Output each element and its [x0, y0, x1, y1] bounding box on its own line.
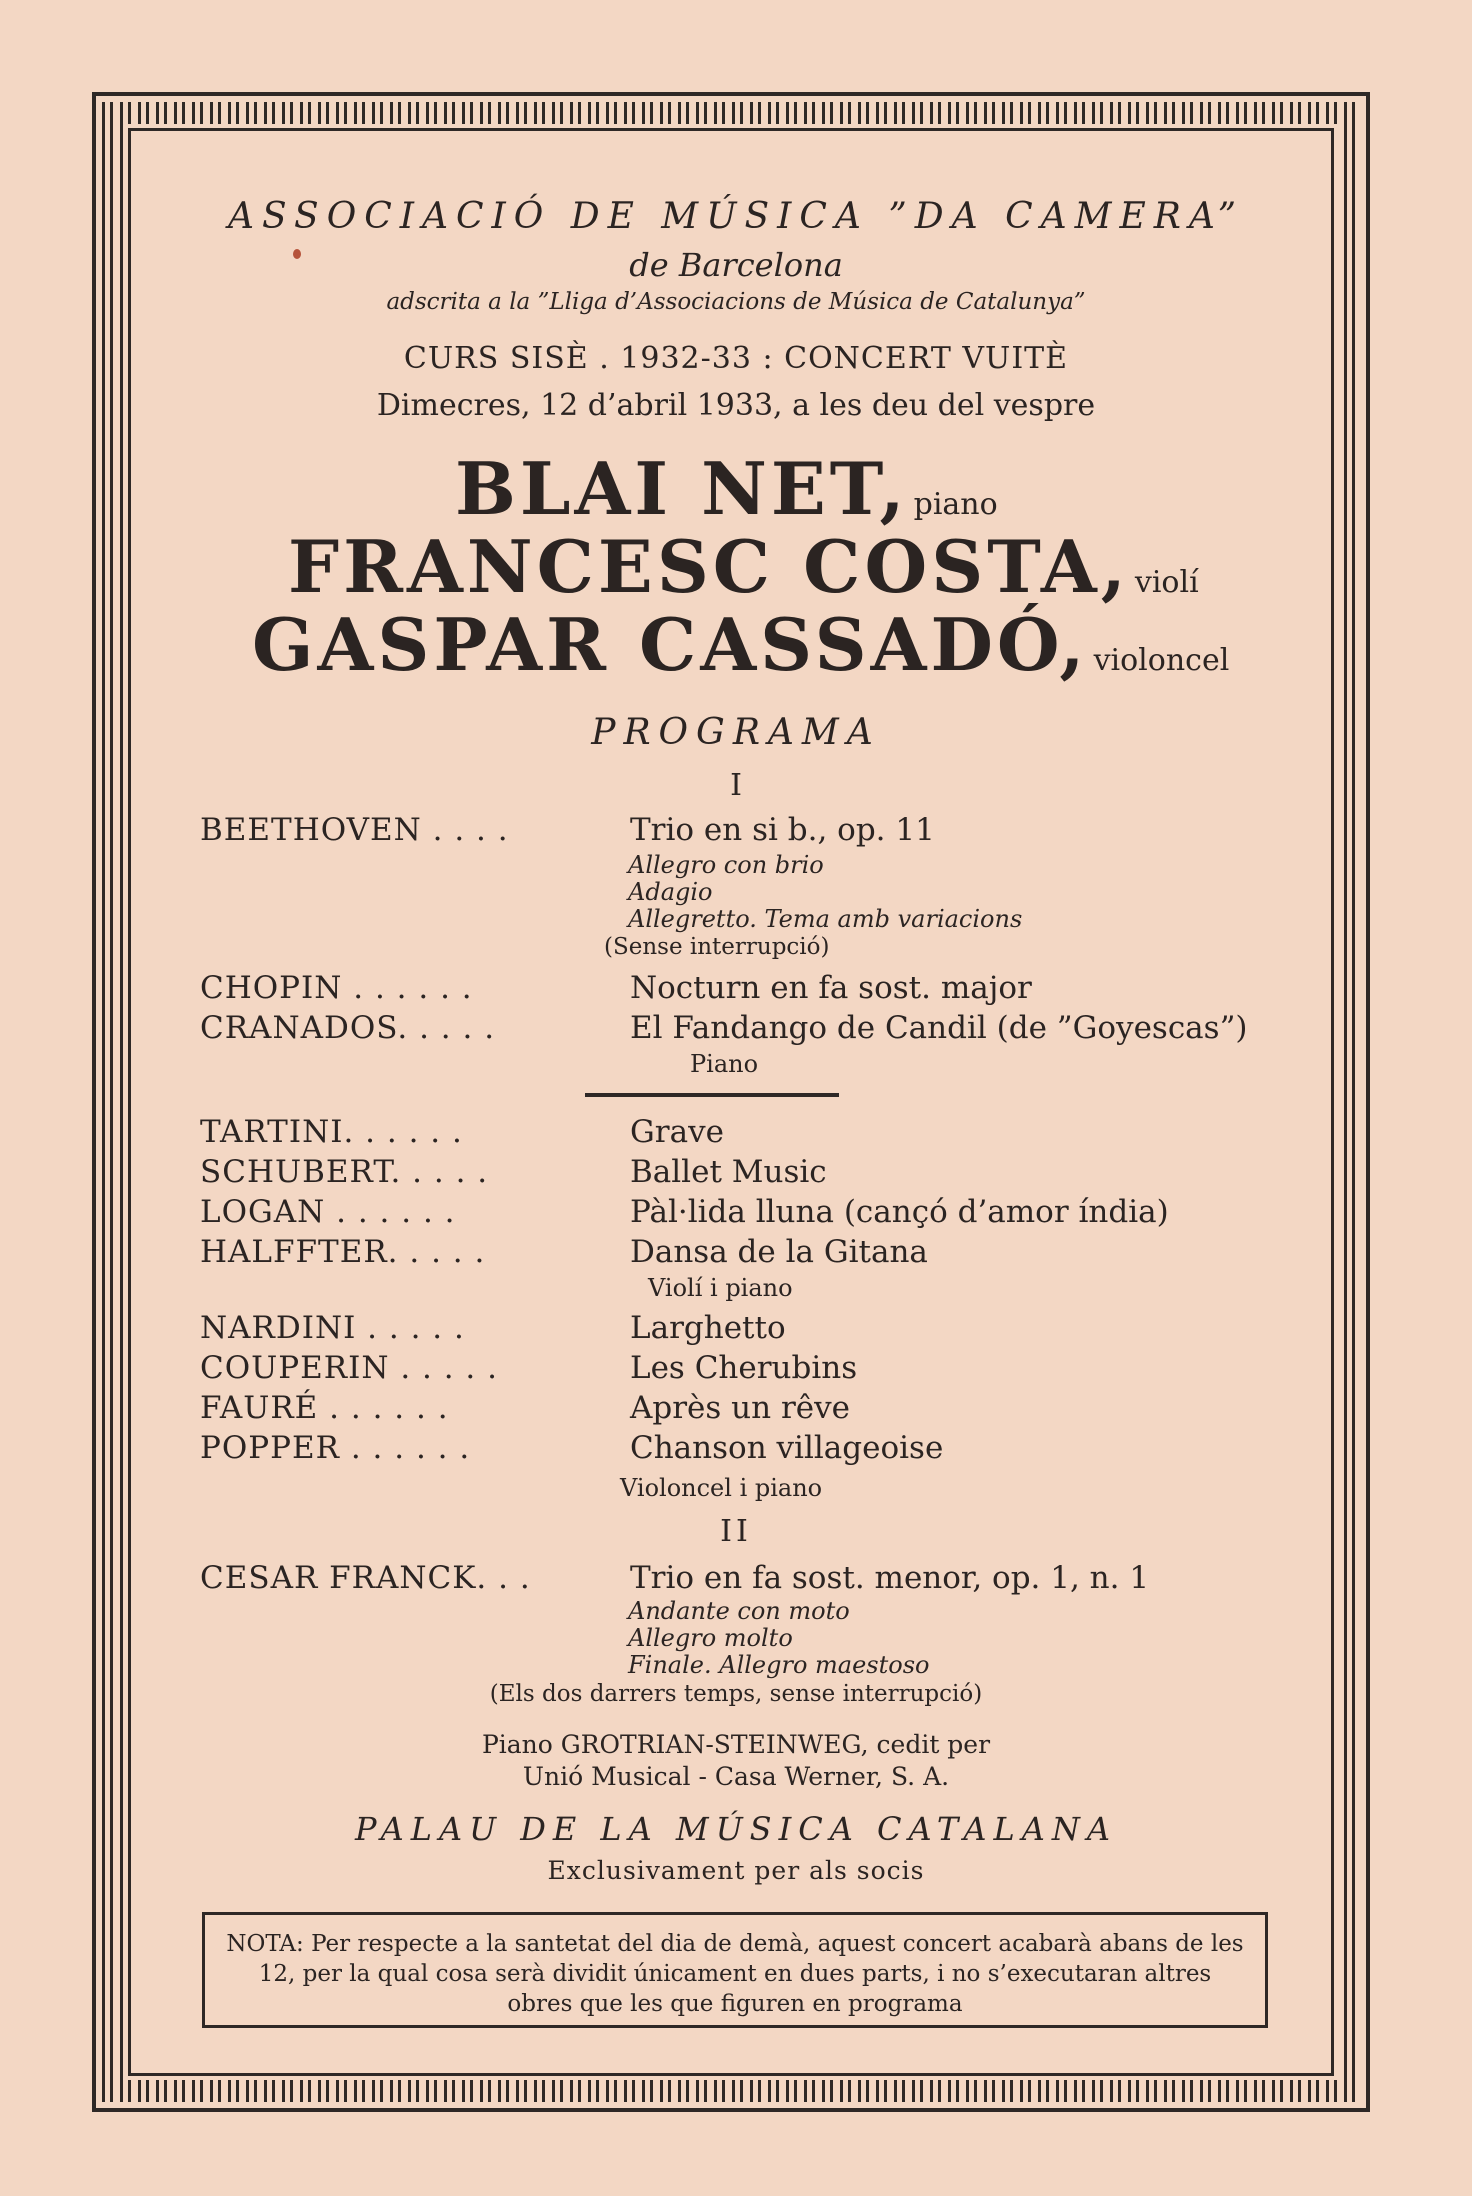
performer-instrument: violí [1134, 565, 1199, 600]
composer-name: SCHUBERT. . . . . [200, 1154, 489, 1190]
performer-1 [455, 446, 998, 531]
section-divider [585, 1093, 839, 1097]
composer-name: CESAR FRANCK. . . [200, 1560, 531, 1596]
instrumentation-label: Violoncel i piano [620, 1474, 823, 1502]
composer-name: COUPERIN . . . . . [200, 1350, 498, 1386]
composer-name: CRANADOS. . . . . [200, 1010, 496, 1046]
concert-date: Dimecres, 12 d’abril 1933, a les deu del vespre [376, 388, 1096, 423]
work-title: Larghetto [630, 1310, 786, 1346]
composer-name: BEETHOVEN . . . . [200, 812, 509, 848]
work-title: El Fandango de Candil (de ”Goyescas”) [630, 1010, 1248, 1046]
work-title: Après un rêve [630, 1390, 850, 1426]
instrumentation-label: Piano [690, 1050, 759, 1078]
association-title: ASSOCIACIÓ DE MÚSICA ”DA CAMERA” [228, 196, 1244, 237]
movement: Allegro con brio [628, 851, 824, 879]
city-subtitle: de Barcelona [629, 246, 843, 284]
part-two-label: II [720, 1514, 752, 1549]
composer-name: NARDINI . . . . . [200, 1310, 465, 1346]
performer-name: GASPAR CASSADÓ, [252, 602, 1089, 687]
affiliation-line: adscrita a la ”Lliga d’Associacions de Música de Catalunya” [386, 289, 1086, 315]
work-title: Grave [630, 1114, 724, 1150]
work-title: Ballet Music [630, 1154, 827, 1190]
nota-text: NOTA: Per respecte a la santetat del dia de demà, aquest concert acabarà abans de les 12, per la qual cosa serà dividit únicament en dues parts, i no s’executaran altres obres que les que figuren en programa [226, 1931, 1244, 2017]
season-line: CURS SISÈ . 1932-33 : CONCERT VUITÈ [403, 341, 1069, 376]
movement: Allegretto. Tema amb variacions [628, 905, 1023, 933]
performer-instrument: piano [913, 487, 998, 522]
composer-name: TARTINI. . . . . . [200, 1114, 463, 1150]
composer-name: FAURÉ . . . . . . [200, 1390, 449, 1426]
work-title: Les Cherubins [630, 1350, 858, 1386]
performance-note: (Els dos darrers temps, sense interrupció) [489, 1681, 983, 1707]
performance-note: (Sense interrupció) [604, 934, 830, 960]
program-title: PROGRAMA [591, 712, 881, 753]
work-title: Trio en fa sost. menor, op. 1, n. 1 [630, 1560, 1150, 1596]
venue-name: PALAU DE LA MÚSICA CATALANA [355, 1810, 1117, 1848]
instrumentation-label: Violí i piano [648, 1274, 793, 1302]
composer-name: LOGAN . . . . . . [200, 1194, 456, 1230]
work-title: Trio en si b., op. 11 [630, 812, 935, 848]
performer-3 [252, 602, 1229, 687]
members-only: Exclusivament per als socis [547, 1856, 925, 1885]
piano-credit-line2: Unió Musical - Casa Werner, S. A. [522, 1762, 950, 1791]
composer-name: CHOPIN . . . . . . [200, 970, 473, 1006]
work-title: Chanson villageoise [630, 1430, 944, 1466]
performer-instrument: violoncel [1093, 643, 1230, 678]
nota-box [202, 1912, 1268, 2028]
movement: Finale. Allegro maestoso [628, 1651, 930, 1679]
composer-name: POPPER . . . . . . [200, 1430, 471, 1466]
performer-name: FRANCESC COSTA, [288, 524, 1130, 609]
performer-name: BLAI NET, [455, 446, 909, 531]
work-title: Pàl·lida lluna (cançó d’amor índia) [630, 1194, 1169, 1230]
movement: Allegro molto [628, 1624, 793, 1652]
piano-credit: Piano GROTRIAN-STEINWEG, cedit per [481, 1730, 991, 1759]
performer-2 [288, 524, 1199, 609]
work-title: Nocturn en fa sost. major [630, 970, 1032, 1006]
part-one-label: I [730, 768, 742, 803]
movement: Andante con moto [628, 1597, 850, 1625]
movement: Adagio [628, 878, 713, 906]
work-title: Dansa de la Gitana [630, 1234, 928, 1270]
composer-name: HALFFTER. . . . . [200, 1234, 486, 1270]
